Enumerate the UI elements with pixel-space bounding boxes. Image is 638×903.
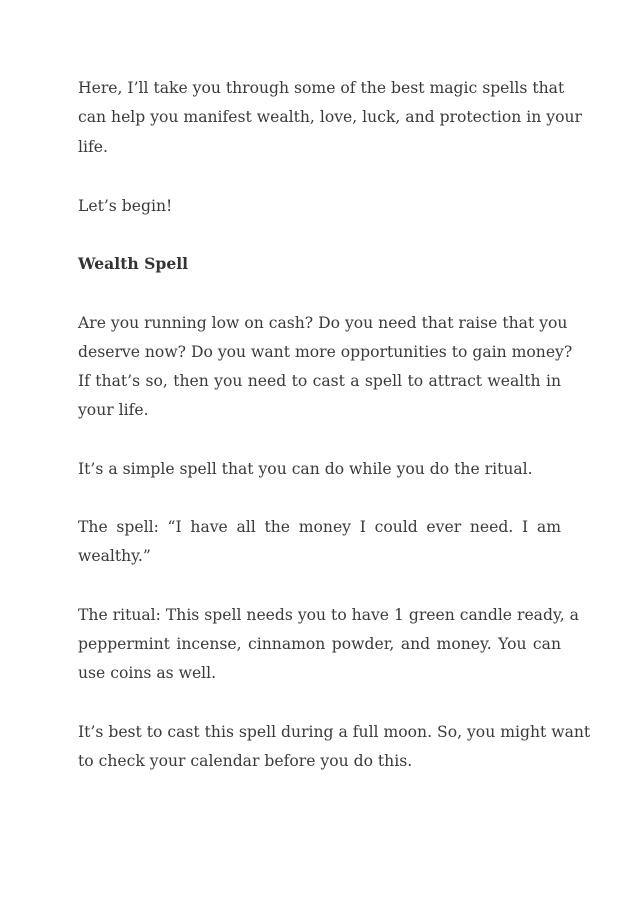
paragraph-line: your life.	[78, 401, 149, 419]
intro-line: life.	[78, 138, 108, 156]
intro-line: can help you manifest wealth, love, luck, and protection in your	[78, 108, 582, 126]
spell-line: The spell: “I have all the money I could ever need. I am	[78, 518, 561, 536]
ritual-line: peppermint incense, cinnamon powder, and money. You can	[78, 635, 561, 653]
paragraph-line: deserve now? Do you want more opportunities to gain money?	[78, 343, 573, 361]
lets-begin-text: Let’s begin!	[78, 197, 173, 215]
spell-line: wealthy.”	[78, 547, 151, 565]
timing-line: It’s best to cast this spell during a full moon. So, you might want	[78, 723, 591, 741]
timing-line: to check your calendar before you do this.	[78, 752, 413, 770]
ritual-line: use coins as well.	[78, 664, 217, 682]
ritual-line: The ritual: This spell needs you to have 1 green candle ready, a	[78, 606, 579, 624]
intro-line: Here, I’ll take you through some of the best magic spells that	[78, 79, 565, 97]
paragraph-line: Are you running low on cash? Do you need that raise that you	[78, 314, 568, 332]
paragraph-line: If that’s so, then you need to cast a spell to attract wealth in	[78, 372, 561, 390]
section-heading: Wealth Spell	[78, 254, 189, 273]
paragraph-line: It’s a simple spell that you can do while you do the ritual.	[78, 460, 533, 478]
